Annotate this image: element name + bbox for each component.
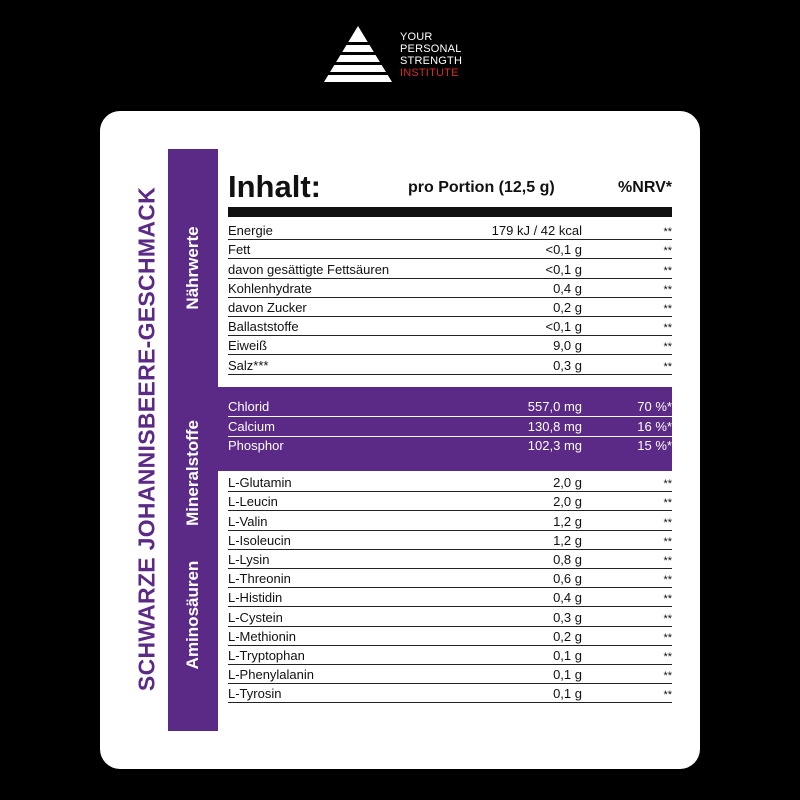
row-value: 0,2 g xyxy=(553,628,582,644)
row-name: L-Lysin xyxy=(228,551,270,567)
table-row xyxy=(228,511,672,530)
row-value: 0,8 g xyxy=(553,551,582,567)
row-nrv: 70 %* xyxy=(637,399,672,414)
row-nrv: ** xyxy=(663,535,672,548)
table-row xyxy=(228,550,672,569)
row-nrv: ** xyxy=(663,322,672,335)
row-nrv: ** xyxy=(663,264,672,277)
flavor-label xyxy=(130,149,164,729)
table-row xyxy=(228,279,672,298)
row-value: 0,1 g xyxy=(553,667,582,683)
row-value: 0,4 g xyxy=(553,280,582,296)
brand-logo xyxy=(322,24,482,86)
row-name: L-Tryptophan xyxy=(228,647,305,663)
row-value: 0,3 g xyxy=(553,357,582,373)
nrv-header: %NRV* xyxy=(618,179,672,196)
row-nrv: ** xyxy=(663,226,672,239)
row-nrv: ** xyxy=(663,360,672,373)
row-name: L-Cystein xyxy=(228,609,283,625)
row-value: 1,2 g xyxy=(553,513,582,529)
row-value: 179 kJ / 42 kcal xyxy=(491,223,582,239)
table-row xyxy=(228,607,672,626)
amino-acid-table xyxy=(228,473,672,703)
row-nrv: ** xyxy=(663,650,672,663)
row-nrv: ** xyxy=(663,670,672,683)
row-name: L-Histidin xyxy=(228,590,283,606)
row-value: 2,0 g xyxy=(553,494,582,510)
table-row xyxy=(228,221,672,240)
row-value: 0,3 g xyxy=(553,609,582,625)
row-name: L-Glutamin xyxy=(228,475,292,491)
row-name: Chlorid xyxy=(228,399,270,414)
section-naehrwerte xyxy=(168,149,218,387)
row-name: L-Isoleucin xyxy=(228,532,291,548)
row-name: L-Tyrosin xyxy=(228,686,282,702)
row-nrv: ** xyxy=(663,302,672,315)
section-label-aminosaeuren: Aminosäuren xyxy=(183,560,202,670)
row-value: <0,1 g xyxy=(545,319,582,335)
row-value: 2,0 g xyxy=(553,475,582,491)
row-value: 0,1 g xyxy=(553,647,582,663)
row-value: 1,2 g xyxy=(553,532,582,548)
table-row xyxy=(228,588,672,607)
row-name: Ballaststoffe xyxy=(228,319,299,335)
row-name: Kohlenhydrate xyxy=(228,280,312,296)
row-nrv: ** xyxy=(663,689,672,702)
row-name: L-Methionin xyxy=(228,628,296,644)
table-row xyxy=(228,473,672,492)
row-name: davon gesättigte Fettsäuren xyxy=(228,261,390,277)
row-value: 130,8 mg xyxy=(527,418,582,434)
row-nrv: ** xyxy=(663,612,672,625)
row-nrv: ** xyxy=(663,516,672,529)
row-name: Eiweiß xyxy=(228,338,268,354)
row-nrv: ** xyxy=(663,497,672,510)
table-title: Inhalt: xyxy=(228,169,321,204)
row-name: Salz*** xyxy=(228,357,269,373)
row-nrv: ** xyxy=(663,478,672,491)
row-nrv: ** xyxy=(663,245,672,258)
table-row xyxy=(228,531,672,550)
brand-accent-line: INSTITUTE xyxy=(400,67,459,79)
table-row xyxy=(228,259,672,278)
row-nrv: ** xyxy=(663,341,672,354)
table-row xyxy=(228,569,672,588)
row-nrv: ** xyxy=(663,574,672,587)
row-name: Energie xyxy=(228,223,273,239)
table-row xyxy=(228,336,672,355)
section-label-mineralstoffe: Mineralstoffe xyxy=(183,420,202,526)
row-value: <0,1 g xyxy=(545,261,582,277)
row-name: L-Phenylalanin xyxy=(228,667,315,683)
table-row xyxy=(228,317,672,336)
row-nrv: 16 %* xyxy=(637,418,672,434)
table-row xyxy=(228,627,672,646)
row-value: 0,4 g xyxy=(553,590,582,606)
row-nrv: 15 %* xyxy=(637,438,672,453)
row-name: L-Valin xyxy=(228,513,268,529)
row-value: <0,1 g xyxy=(545,242,582,258)
row-name: davon Zucker xyxy=(228,299,307,315)
row-value: 0,6 g xyxy=(553,571,582,587)
row-nrv: ** xyxy=(663,283,672,296)
brand-text xyxy=(400,31,462,79)
row-name: L-Leucin xyxy=(228,494,278,510)
table-row xyxy=(228,240,672,259)
table-row xyxy=(228,492,672,511)
table-row xyxy=(228,684,672,703)
row-value: 0,2 g xyxy=(553,299,582,315)
row-value: 0,1 g xyxy=(553,686,582,702)
row-value: 102,3 mg xyxy=(527,438,582,453)
row-nrv: ** xyxy=(663,631,672,644)
row-name: L-Threonin xyxy=(228,571,291,587)
brand-line: YOUR xyxy=(400,31,433,43)
table-row xyxy=(228,355,672,374)
nutrient-table xyxy=(228,221,672,375)
table-row xyxy=(228,646,672,665)
section-aminosaeuren xyxy=(168,499,218,731)
row-value: 9,0 g xyxy=(553,338,582,354)
row-name: Fett xyxy=(228,242,251,258)
section-sidebar xyxy=(168,149,218,731)
row-nrv: ** xyxy=(663,554,672,567)
portion-header: pro Portion (12,5 g) xyxy=(408,179,555,196)
table-row xyxy=(228,298,672,317)
pyramid-logo-icon xyxy=(322,24,394,84)
flavor-text: SCHWARZE JOHANNISBEERE-GESCHMACK xyxy=(133,186,160,692)
mineral-row xyxy=(228,436,672,455)
row-nrv: ** xyxy=(663,593,672,606)
brand-line: PERSONAL xyxy=(400,43,462,55)
row-name: Calcium xyxy=(228,418,275,434)
row-name: Phosphor xyxy=(228,438,284,453)
table-row xyxy=(228,665,672,684)
mineral-table xyxy=(218,387,672,471)
mineral-row xyxy=(228,397,672,416)
nutrition-card xyxy=(100,111,700,769)
section-label-naehrwerte: Nährwerte xyxy=(183,226,202,310)
brand-line: STRENGTH xyxy=(400,55,463,67)
row-value: 557,0 mg xyxy=(527,399,582,414)
table-header xyxy=(228,167,672,207)
mineral-row xyxy=(228,417,672,436)
header-divider xyxy=(228,207,672,217)
